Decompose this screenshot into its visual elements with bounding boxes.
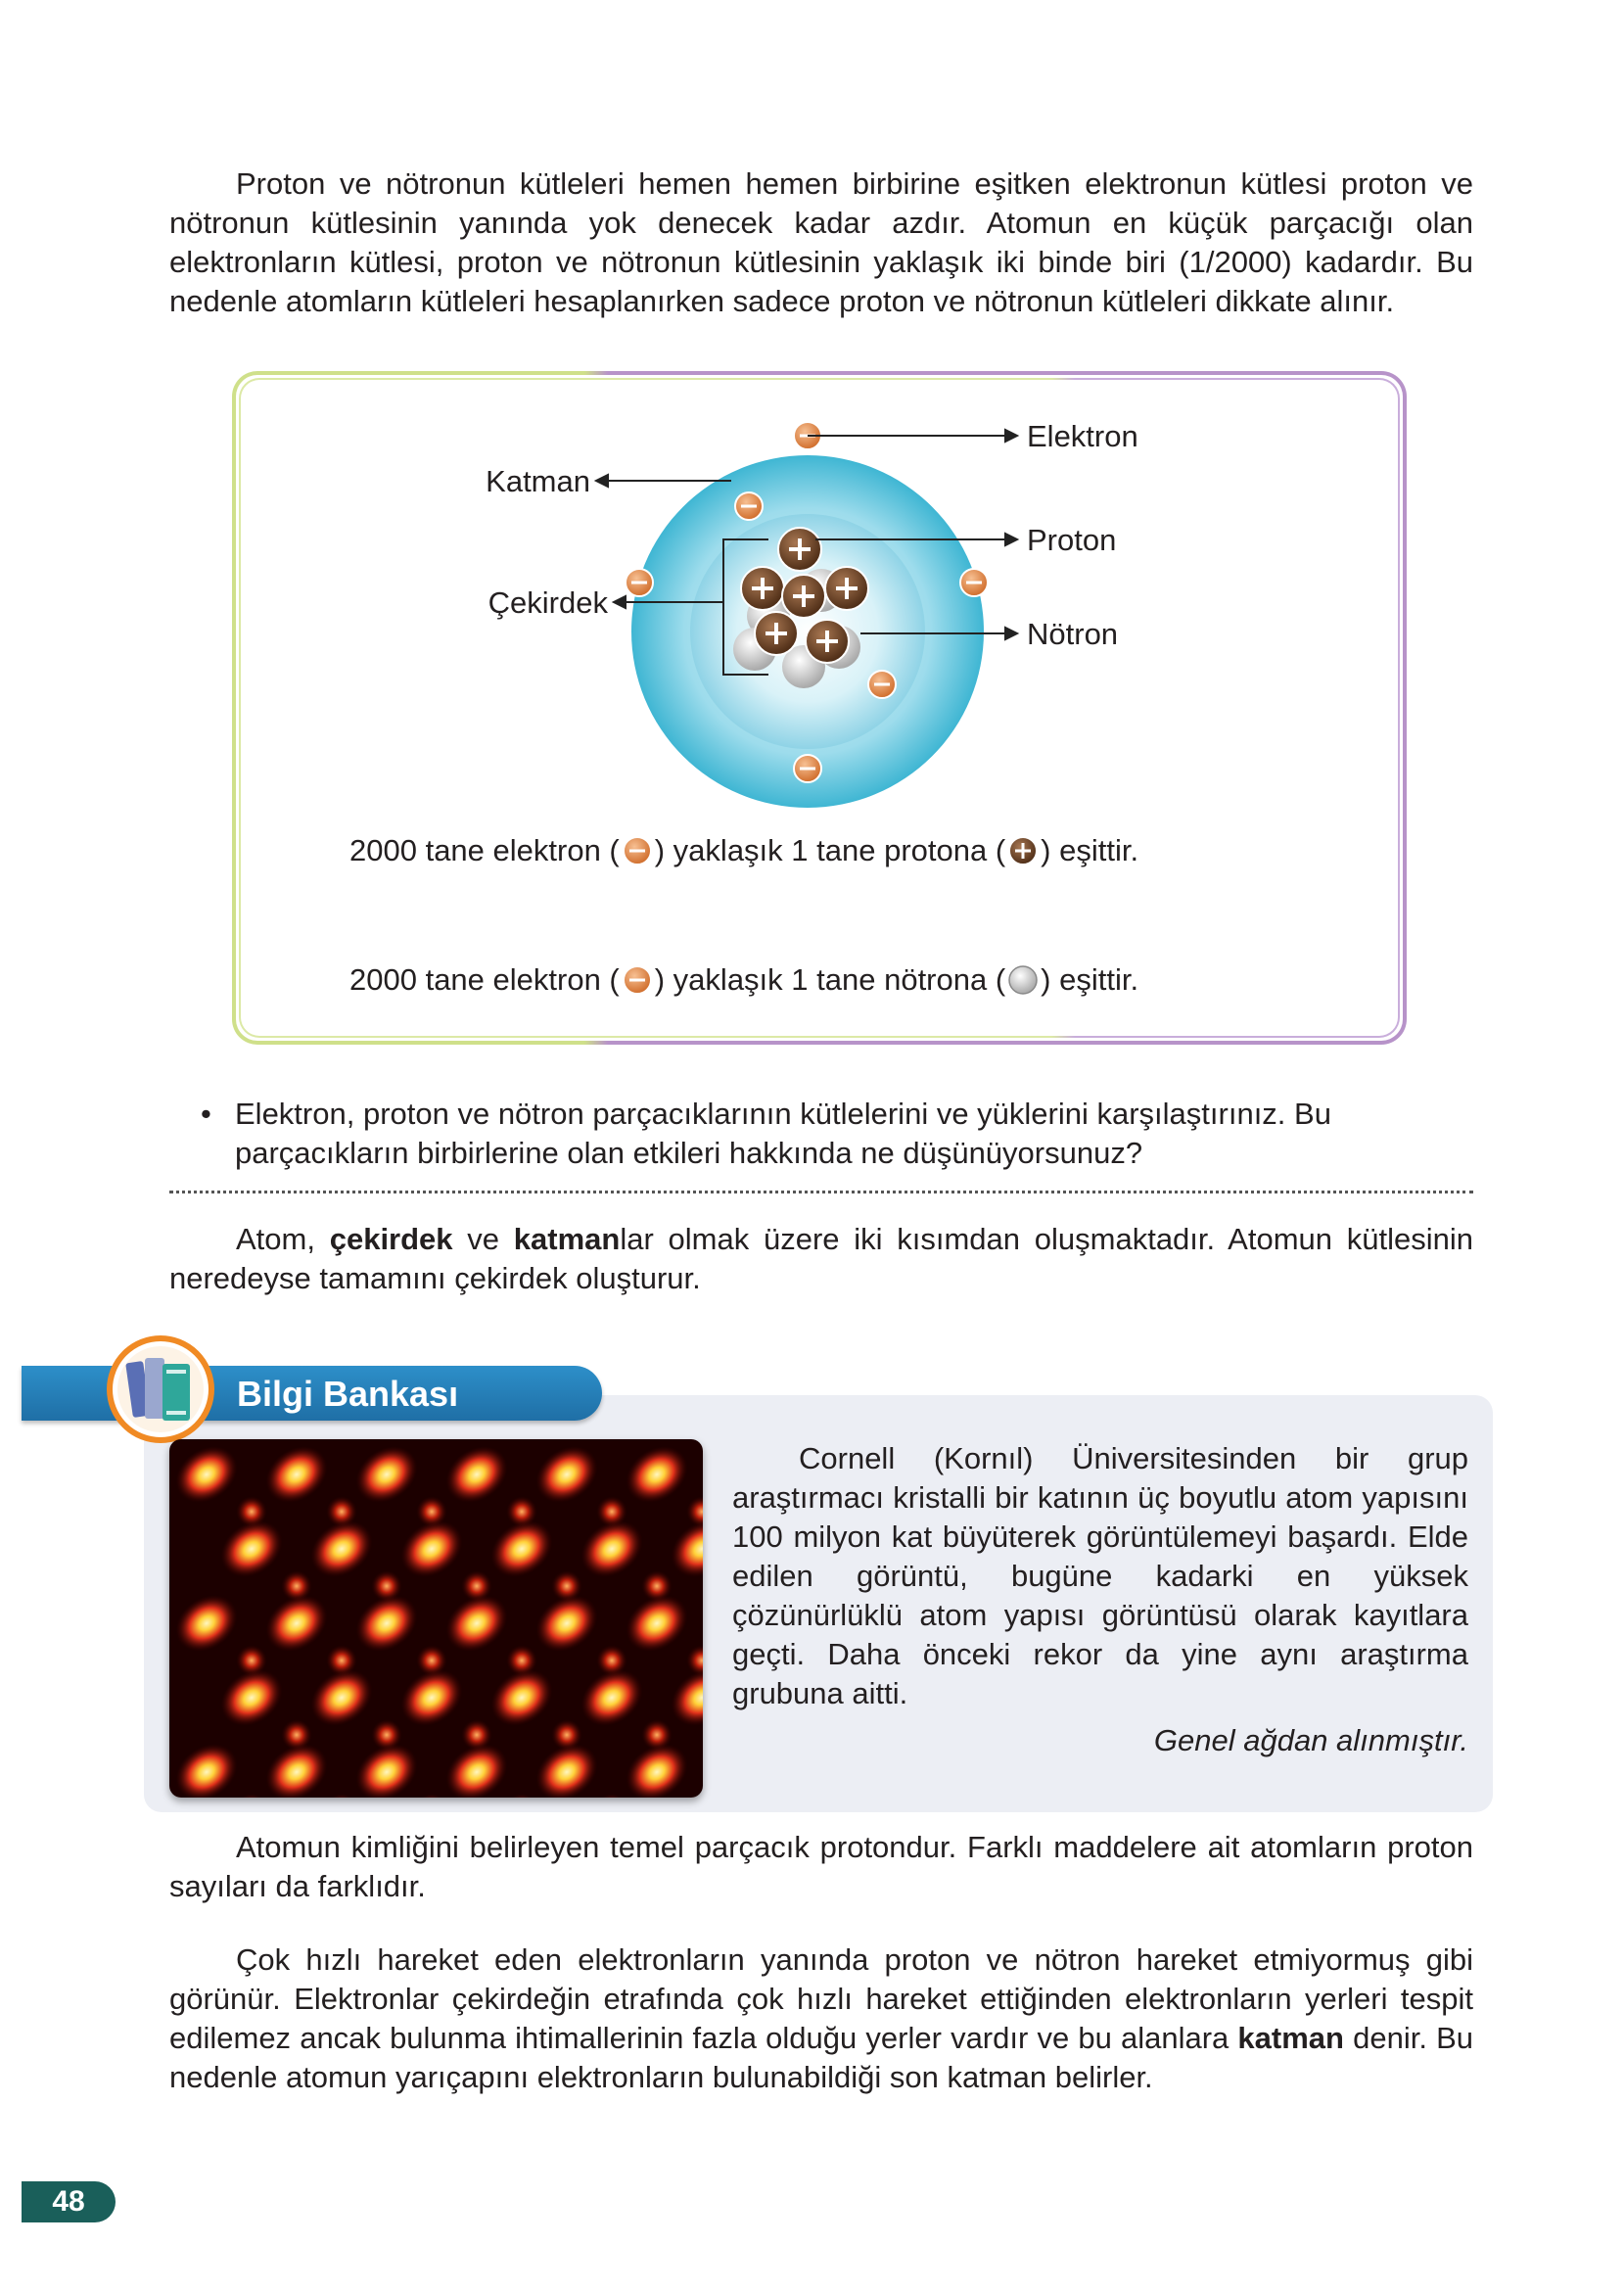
p2-text-1: Atom, xyxy=(236,1222,330,1256)
neutron-icon xyxy=(1007,964,1039,996)
electron-icon xyxy=(622,964,653,996)
intro-paragraph xyxy=(169,164,1473,321)
question-text: Elektron, proton ve nötron parçacıklarının kütlelerini ve yüklerini karşılaştırınız. Bu parçacıkların birbirlerine olan etkileri hakkında ne düşünüyorsunuz? xyxy=(235,1097,1331,1170)
equivalence-electron-proton xyxy=(349,831,1138,870)
p3-text: Atomun kimliğini belirleyen temel parçacık protondur. Farklı maddelere ait atomların proton sayıları da farklıdır. xyxy=(169,1830,1473,1903)
proton xyxy=(825,567,868,610)
eq2-text-2: ) yaklaşık 1 tane nötrona ( xyxy=(654,962,1006,997)
shell-paragraph xyxy=(169,1940,1473,2097)
proton xyxy=(741,567,784,610)
proton xyxy=(782,575,825,618)
eq2-text-3: ) eşittir. xyxy=(1041,962,1139,997)
books-icon xyxy=(106,1334,215,1444)
p4-text-1: Çok hızlı hareket eden elektronların yanında proton ve nötron hareket etmiyormuş gibi görünür. Elektronlar çekirdeğin etrafında çok hızlı hareket ettiğinden elektronların yerleri tespit edilemez ancak bulunma ihtimallerinin fazla olduğu yerler vardır ve bu alanlara xyxy=(169,1942,1473,2055)
proton-icon xyxy=(1007,835,1039,866)
atom-model-diagram xyxy=(232,371,1407,1045)
answer-dotted-line[interactable] xyxy=(169,1191,1473,1193)
p2-text-3: lar olmak üzere iki kısımdan oluşmaktadır. Atomun kütlesinin neredeyse tamamını çekirdek oluşturur. xyxy=(169,1222,1473,1295)
info-bank-source: Genel ağdan alınmıştır. xyxy=(1153,1723,1468,1757)
proton xyxy=(778,528,821,571)
info-bank-text xyxy=(732,1439,1468,1713)
label-notron: Nötron xyxy=(1027,617,1119,651)
label-katman: Katman xyxy=(486,464,590,498)
info-bank-title: Bilgi Bankası xyxy=(237,1374,459,1414)
proton-identity-paragraph xyxy=(169,1828,1473,1906)
p2-bold-katman: katman xyxy=(513,1222,621,1256)
p4-bold-katman: katman xyxy=(1237,2021,1344,2055)
intro-paragraph-text: Proton ve nötronun kütleleri hemen hemen birbirine eşitken elektronun kütlesi proton ve nötronun kütlesinin yanında yok denecek kadar azdır. Atomun en küçük parçacığı olan elektronların kütlesi, proton ve nötronun kütlesinin yaklaşık iki binde biri (1/2000) kadardır. Bu nedenle atomların kütleleri hesaplanırken sadece proton ve nötronun kütleleri dikkate alınır. xyxy=(169,166,1473,318)
p4-text-2: denir. Bu nedenle atomun yarıçapını elektronların bulunabildiği son katman belirler. xyxy=(169,2021,1473,2094)
eq1-text-1: 2000 tane elektron ( xyxy=(349,833,620,867)
electron xyxy=(794,755,821,782)
proton xyxy=(806,620,849,663)
label-proton: Proton xyxy=(1027,523,1117,557)
proton xyxy=(755,612,798,655)
page-number: 48 xyxy=(22,2181,116,2222)
electron xyxy=(626,569,653,596)
electron xyxy=(868,671,896,698)
eq1-text-3: ) eşittir. xyxy=(1041,833,1139,867)
equivalence-electron-neutron xyxy=(349,960,1138,1000)
label-elektron: Elektron xyxy=(1027,419,1138,453)
label-cekirdek: Çekirdek xyxy=(487,585,608,620)
info-bank-body: Cornell (Kornıl) Üniversitesinden bir grup araştırmacı kristalli bir katının üç boyutlu atom yapısını 100 milyon kat büyüterek görüntülemeyi başardı. Elde edilen görüntü, bugüne kadarki en yüksek çözünürlüklü atom yapısı görüntüsü olarak kayıtlara geçti. Daha önceki rekor da yine aynı araştırma grubuna aitti. xyxy=(732,1441,1468,1710)
eq1-text-2: ) yaklaşık 1 tane protona ( xyxy=(654,833,1006,867)
atom-microscopy-image xyxy=(169,1439,703,1798)
bullet-point: • xyxy=(201,1097,211,1131)
atom-diagram-box xyxy=(232,371,1407,1045)
eq2-text-1: 2000 tane elektron ( xyxy=(349,962,620,997)
atom-structure-paragraph xyxy=(169,1220,1473,1298)
p2-text-2: ve xyxy=(452,1222,514,1256)
p2-bold-cekirdek: çekirdek xyxy=(329,1222,453,1256)
electron xyxy=(960,569,988,596)
electron xyxy=(735,492,763,520)
electron-icon xyxy=(622,835,653,866)
